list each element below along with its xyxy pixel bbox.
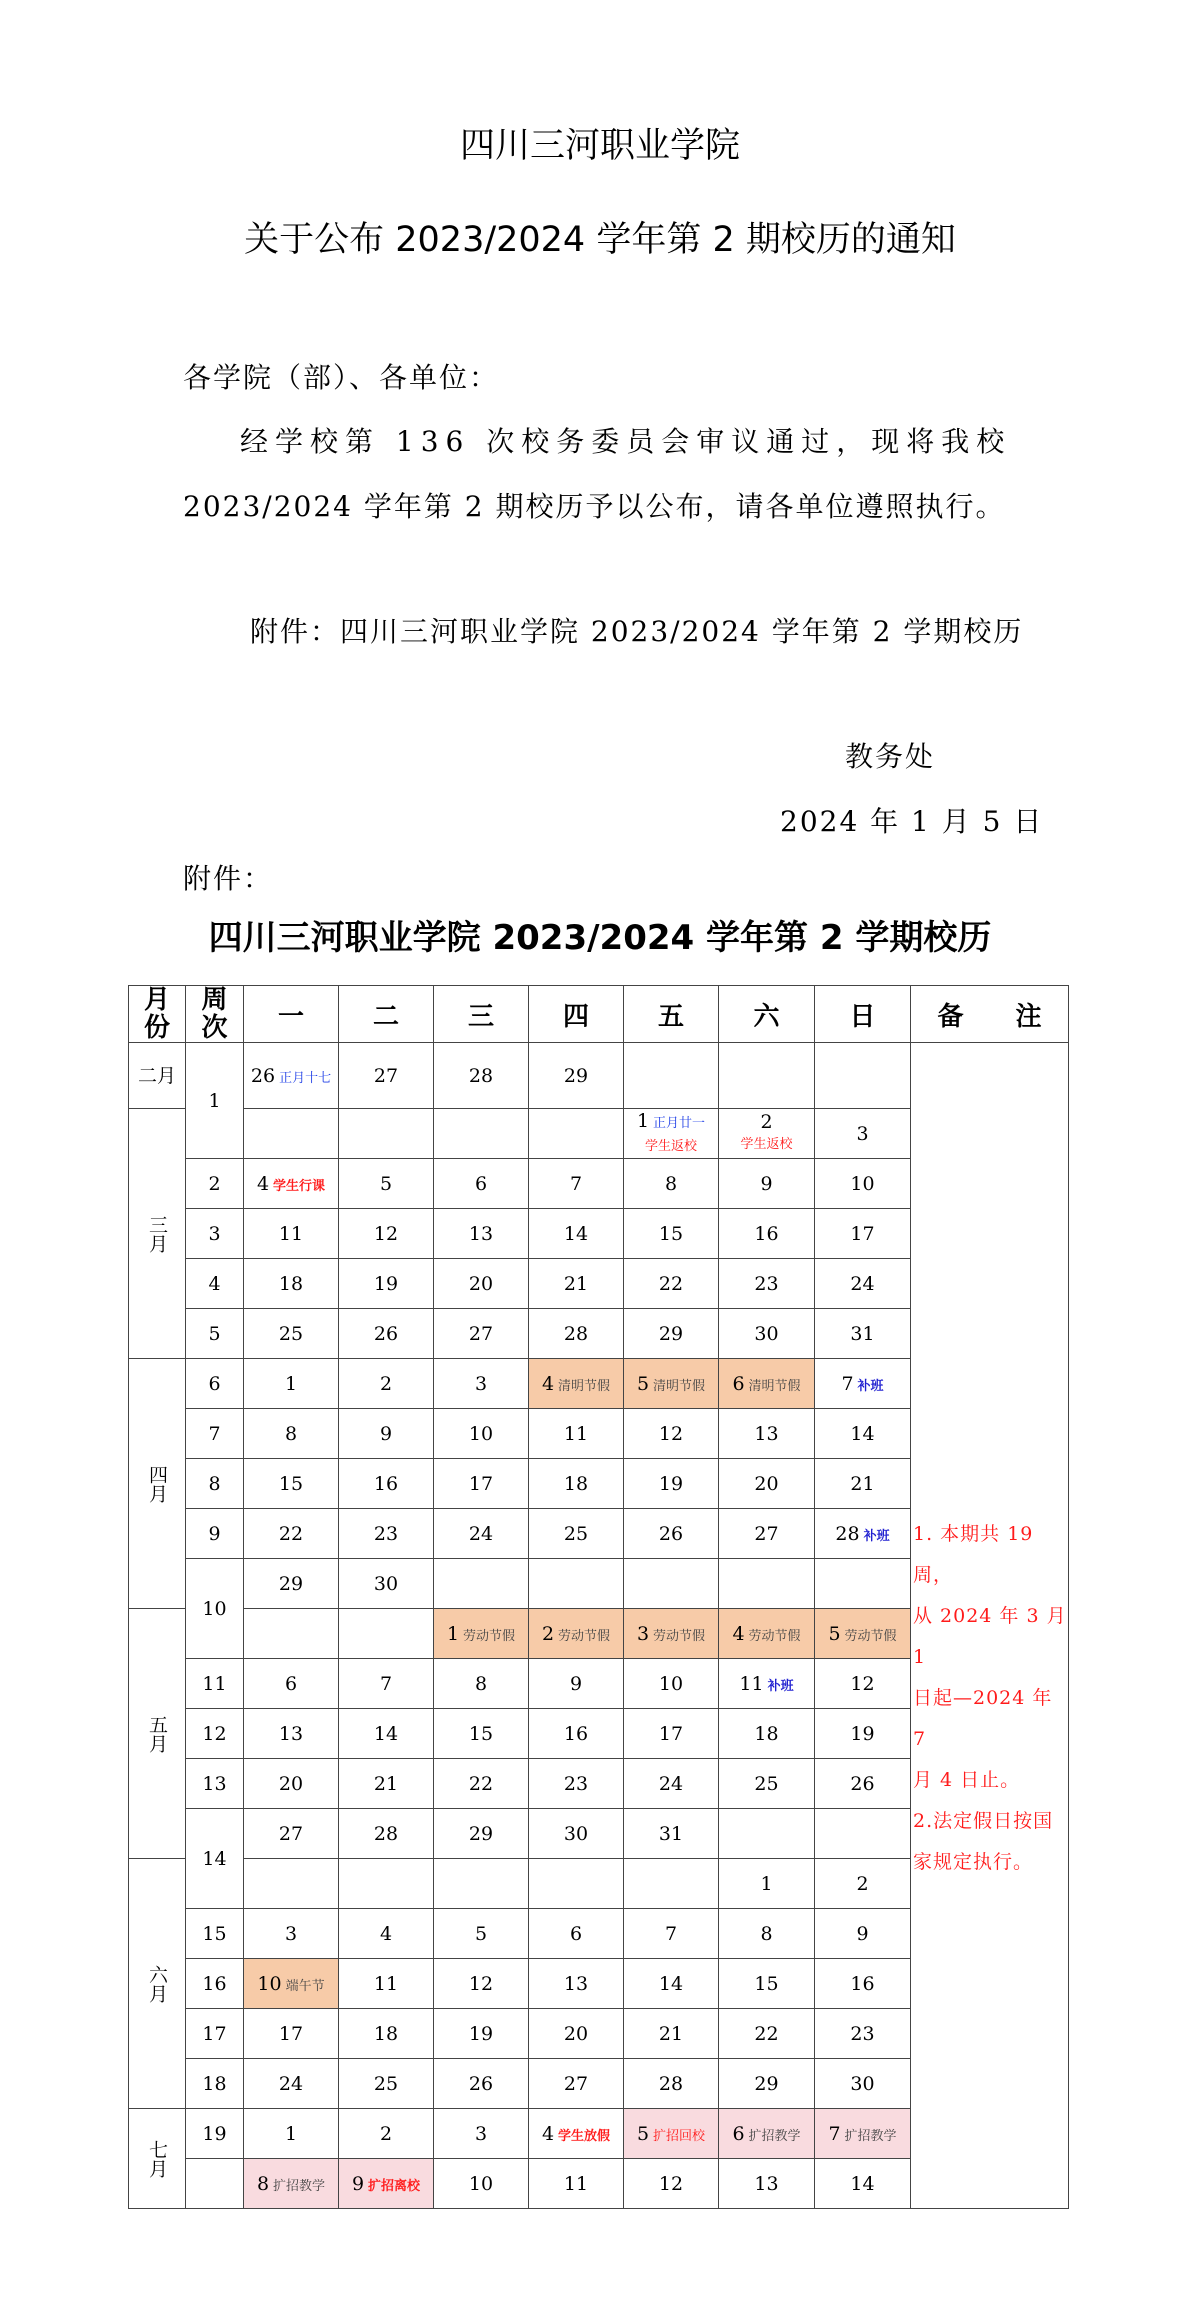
day-cell: 26 正月十七: [244, 1043, 339, 1109]
day-cell: 21: [624, 2009, 719, 2059]
holiday-cell: 4 清明节假: [529, 1359, 624, 1409]
day-cell: 17: [244, 2009, 339, 2059]
header-sun: 日: [815, 986, 911, 1043]
day-cell: 16: [529, 1709, 624, 1759]
day-cell: 14: [624, 1959, 719, 2009]
day-cell: 9: [529, 1659, 624, 1709]
expansion-cell: 6 扩招教学: [719, 2109, 815, 2159]
week-number: 2: [186, 1159, 244, 1209]
day-cell: 18: [529, 1459, 624, 1509]
day-cell: [529, 1109, 624, 1159]
class-start-note: 学生行课: [273, 1178, 326, 1194]
day-cell: 15: [719, 1959, 815, 2009]
day-cell: 30: [339, 1559, 434, 1609]
header-thu: 四: [529, 986, 624, 1043]
week-number: 12: [186, 1709, 244, 1759]
day-cell: 1: [244, 1359, 339, 1409]
day-cell: 30: [719, 1309, 815, 1359]
day-cell: 16: [719, 1209, 815, 1259]
day-cell: 29: [624, 1309, 719, 1359]
day-cell: 22: [624, 1259, 719, 1309]
remark-line: 日起—2024 年 7: [913, 1687, 1053, 1750]
day-cell: 9: [339, 1409, 434, 1459]
day-cell: [244, 1859, 339, 1909]
day-cell: 16: [815, 1959, 911, 2009]
day-cell: [719, 1809, 815, 1859]
day-cell: 28: [434, 1043, 529, 1109]
month-mar: 三月: [129, 1109, 186, 1359]
day-cell: 13: [719, 2159, 815, 2209]
header-week: 周 次: [186, 986, 244, 1043]
day-cell: 6: [529, 1909, 624, 1959]
day-cell: [339, 1609, 434, 1659]
day-cell: 4: [339, 1909, 434, 1959]
return-note: 学生返校: [740, 1137, 793, 1152]
day-cell: 27: [529, 2059, 624, 2109]
day-cell: 14: [815, 1409, 911, 1459]
day-cell: 29: [244, 1559, 339, 1609]
day-cell: 7: [529, 1159, 624, 1209]
day-cell: 10: [434, 2159, 529, 2209]
day-cell: [529, 1559, 624, 1609]
week-number: 15: [186, 1909, 244, 1959]
week-number: 16: [186, 1959, 244, 2009]
week-number: 1: [186, 1043, 244, 1159]
week-number: 17: [186, 2009, 244, 2059]
header-row: [129, 986, 1069, 1043]
day-cell: 22: [719, 2009, 815, 2059]
week-number: 10: [186, 1559, 244, 1659]
week-number: 14: [186, 1809, 244, 1909]
day-cell: 15: [434, 1709, 529, 1759]
day-cell: 26: [339, 1309, 434, 1359]
day-cell: 20: [529, 2009, 624, 2059]
holiday-cell: 1 劳动节假: [434, 1609, 529, 1659]
day-cell: 17: [624, 1709, 719, 1759]
day-cell: [244, 1609, 339, 1659]
day-cell: 24: [624, 1759, 719, 1809]
day-cell: 25: [719, 1759, 815, 1809]
day-cell: 27: [339, 1043, 434, 1109]
day-cell: 28: [624, 2059, 719, 2109]
day-cell: 12: [339, 1209, 434, 1259]
remark-line: 从 2024 年 3 月 1: [913, 1605, 1067, 1668]
week-number: 8: [186, 1459, 244, 1509]
day-cell: 19: [434, 2009, 529, 2059]
day-cell: 6: [434, 1159, 529, 1209]
day-cell: 18: [719, 1709, 815, 1759]
month-feb: 二月: [129, 1043, 186, 1109]
day-cell: 18: [244, 1259, 339, 1309]
day-cell: 21: [339, 1759, 434, 1809]
header-wed: 三: [434, 986, 529, 1043]
holiday-cell: 10 端午节: [244, 1959, 339, 2009]
day-cell: 21: [815, 1459, 911, 1509]
issuer: 教务处: [845, 740, 936, 773]
day-cell: 16: [339, 1459, 434, 1509]
header-tue: 二: [339, 986, 434, 1043]
day-cell: 3: [434, 1359, 529, 1409]
day-cell: [434, 1859, 529, 1909]
day-cell: 29: [719, 2059, 815, 2109]
day-cell: [624, 1043, 719, 1109]
day-cell: 8: [244, 1409, 339, 1459]
day-cell: 3: [244, 1909, 339, 1959]
remark-line: 家规定执行。: [913, 1851, 1034, 1873]
day-cell: 28: [339, 1809, 434, 1859]
day-cell: 2: [815, 1859, 911, 1909]
day-cell: 26: [815, 1759, 911, 1809]
day-cell: 24: [815, 1259, 911, 1309]
header-remarks: 备 注: [911, 986, 1069, 1043]
day-cell: 19: [624, 1459, 719, 1509]
month-jul: 七月: [129, 2109, 186, 2209]
day-cell: 23: [815, 2009, 911, 2059]
day-cell: [339, 1859, 434, 1909]
day-cell: 12: [815, 1659, 911, 1709]
day-cell: 26: [434, 2059, 529, 2109]
calendar-title: 四川三河职业学院 2023/2024 学年第 2 学期校历: [208, 918, 992, 958]
paragraph-line-2: 2023/2024 学年第 2 期校历予以公布，请各单位遵照执行。: [183, 490, 1006, 523]
day-cell: [815, 1559, 911, 1609]
lunar-note: 正月廿一: [653, 1115, 706, 1131]
lunar-note: 正月十七: [279, 1070, 332, 1086]
day-cell: 10: [624, 1659, 719, 1709]
day-cell: 29: [434, 1809, 529, 1859]
day-cell: 1: [244, 2109, 339, 2159]
day-cell: 30: [529, 1809, 624, 1859]
day-cell: [434, 1559, 529, 1609]
day-cell: 14: [339, 1709, 434, 1759]
return-note: 学生返校: [644, 1138, 697, 1154]
header-mon: 一: [244, 986, 339, 1043]
day-cell: 15: [244, 1459, 339, 1509]
day-cell: 22: [244, 1509, 339, 1559]
day-cell: [434, 1109, 529, 1159]
vacation-start-cell: 4 学生放假: [529, 2109, 624, 2159]
day-cell: 6: [244, 1659, 339, 1709]
day-cell: 12: [624, 1409, 719, 1459]
day-cell: 20: [434, 1259, 529, 1309]
day-cell: [339, 1109, 434, 1159]
day-cell: 2: [339, 2109, 434, 2159]
day-cell: [624, 1559, 719, 1609]
day-cell: 2 学生返校: [719, 1109, 815, 1159]
holiday-cell: 5 劳动节假: [815, 1609, 911, 1659]
day-cell: 28: [529, 1309, 624, 1359]
week-number: 18: [186, 2059, 244, 2109]
day-cell: 29: [529, 1043, 624, 1109]
day-cell: 19: [815, 1709, 911, 1759]
day-cell: 1: [719, 1859, 815, 1909]
day-cell: 25: [529, 1509, 624, 1559]
day-cell: 31: [624, 1809, 719, 1859]
day-cell: 27: [244, 1809, 339, 1859]
day-cell: 7: [339, 1659, 434, 1709]
day-cell: 22: [434, 1759, 529, 1809]
expansion-cell: 5 扩招回校: [624, 2109, 719, 2159]
makeup-day-cell: 11 补班: [719, 1659, 815, 1709]
day-cell: 20: [244, 1759, 339, 1809]
day-cell: 8: [624, 1159, 719, 1209]
day-cell: [529, 1859, 624, 1909]
week-number: 6: [186, 1359, 244, 1409]
holiday-cell: 3 劳动节假: [624, 1609, 719, 1659]
makeup-day-cell: 28 补班: [815, 1509, 911, 1559]
day-cell: 18: [339, 2009, 434, 2059]
expansion-cell: 7 扩招教学: [815, 2109, 911, 2159]
remarks-cell: [911, 1043, 1069, 2209]
day-cell: 14: [529, 1209, 624, 1259]
table-row: [129, 1043, 1069, 1109]
month-may: 五月: [129, 1609, 186, 1859]
week-number: 4: [186, 1259, 244, 1309]
day-cell: 3: [815, 1109, 911, 1159]
holiday-cell: 5 清明节假: [624, 1359, 719, 1409]
expansion-cell: 8 扩招教学: [244, 2159, 339, 2209]
day-cell: 23: [529, 1759, 624, 1809]
day-cell: [815, 1043, 911, 1109]
notice-title-subject: 关于公布 2023/2024 学年第 2 期校历的通知: [244, 220, 956, 260]
holiday-cell: 4 劳动节假: [719, 1609, 815, 1659]
day-cell: 13: [434, 1209, 529, 1259]
day-cell: 13: [244, 1709, 339, 1759]
day-cell: 10: [815, 1159, 911, 1209]
remark-line: 1. 本期共 19 周，: [913, 1523, 1034, 1586]
expansion-cell: 9 扩招离校: [339, 2159, 434, 2209]
month-apr: 四月: [129, 1359, 186, 1609]
day-cell: 12: [624, 2159, 719, 2209]
day-cell: 21: [529, 1259, 624, 1309]
attachment-line: 附件：四川三河职业学院 2023/2024 学年第 2 学期校历: [250, 615, 1024, 648]
week-number: 13: [186, 1759, 244, 1809]
day-cell: 20: [719, 1459, 815, 1509]
day-cell: 17: [434, 1459, 529, 1509]
day-cell: 24: [434, 1509, 529, 1559]
day-cell: 19: [339, 1259, 434, 1309]
day-cell: 30: [815, 2059, 911, 2109]
day-cell: 14: [815, 2159, 911, 2209]
day-cell: 9: [815, 1909, 911, 1959]
day-cell: 5: [434, 1909, 529, 1959]
week-number: [186, 2159, 244, 2209]
week-number: 9: [186, 1509, 244, 1559]
day-cell: 13: [529, 1959, 624, 2009]
day-cell: 3: [434, 2109, 529, 2159]
day-cell: 11: [244, 1209, 339, 1259]
day-cell: 17: [815, 1209, 911, 1259]
day-cell: 2: [339, 1359, 434, 1409]
day-cell: 27: [434, 1309, 529, 1359]
day-cell: 13: [719, 1409, 815, 1459]
holiday-cell: 6 清明节假: [719, 1359, 815, 1409]
day-cell: 4 学生行课: [244, 1159, 339, 1209]
day-cell: 27: [719, 1509, 815, 1559]
day-cell: 1 正月廿一 学生返校: [624, 1109, 719, 1159]
day-cell: 24: [244, 2059, 339, 2109]
day-cell: [624, 1859, 719, 1909]
day-cell: 26: [624, 1509, 719, 1559]
day-cell: [719, 1043, 815, 1109]
day-cell: 9: [719, 1159, 815, 1209]
issue-date: 2024 年 1 月 5 日: [780, 805, 1044, 838]
paragraph-line-1: 经学校第 136 次校务委员会审议通过，现将我校: [240, 425, 1012, 458]
day-cell: 7: [624, 1909, 719, 1959]
day-cell: [244, 1109, 339, 1159]
salutation: 各学院（部）、各单位：: [183, 361, 500, 394]
day-cell: 8: [719, 1909, 815, 1959]
week-number: 11: [186, 1659, 244, 1709]
notice-title-institution: 四川三河职业学院: [459, 126, 740, 166]
day-cell: 25: [339, 2059, 434, 2109]
day-cell: 31: [815, 1309, 911, 1359]
day-cell: 12: [434, 1959, 529, 2009]
makeup-day-cell: 7 补班: [815, 1359, 911, 1409]
day-cell: 10: [434, 1409, 529, 1459]
day-cell: 15: [624, 1209, 719, 1259]
day-cell: 8: [434, 1659, 529, 1709]
day-cell: 5: [339, 1159, 434, 1209]
header-fri: 五: [624, 986, 719, 1043]
holiday-cell: 2 劳动节假: [529, 1609, 624, 1659]
remark-line: 2.法定假日按国: [913, 1810, 1054, 1832]
day-cell: 25: [244, 1309, 339, 1359]
week-number: 3: [186, 1209, 244, 1259]
week-number: 19: [186, 2109, 244, 2159]
week-number: 7: [186, 1409, 244, 1459]
day-cell: 11: [339, 1959, 434, 2009]
attachment-label: 附件：: [183, 862, 274, 895]
header-sat: 六: [719, 986, 815, 1043]
remark-line: 月 4 日止。: [913, 1769, 1021, 1791]
month-jun: 六月: [129, 1859, 186, 2109]
day-cell: 11: [529, 1409, 624, 1459]
day-cell: 23: [339, 1509, 434, 1559]
header-month: 月 份: [129, 986, 186, 1043]
day-cell: [719, 1559, 815, 1609]
day-cell: 11: [529, 2159, 624, 2209]
day-cell: [815, 1809, 911, 1859]
week-number: 5: [186, 1309, 244, 1359]
school-calendar-table: [128, 985, 1069, 2209]
day-cell: 23: [719, 1259, 815, 1309]
